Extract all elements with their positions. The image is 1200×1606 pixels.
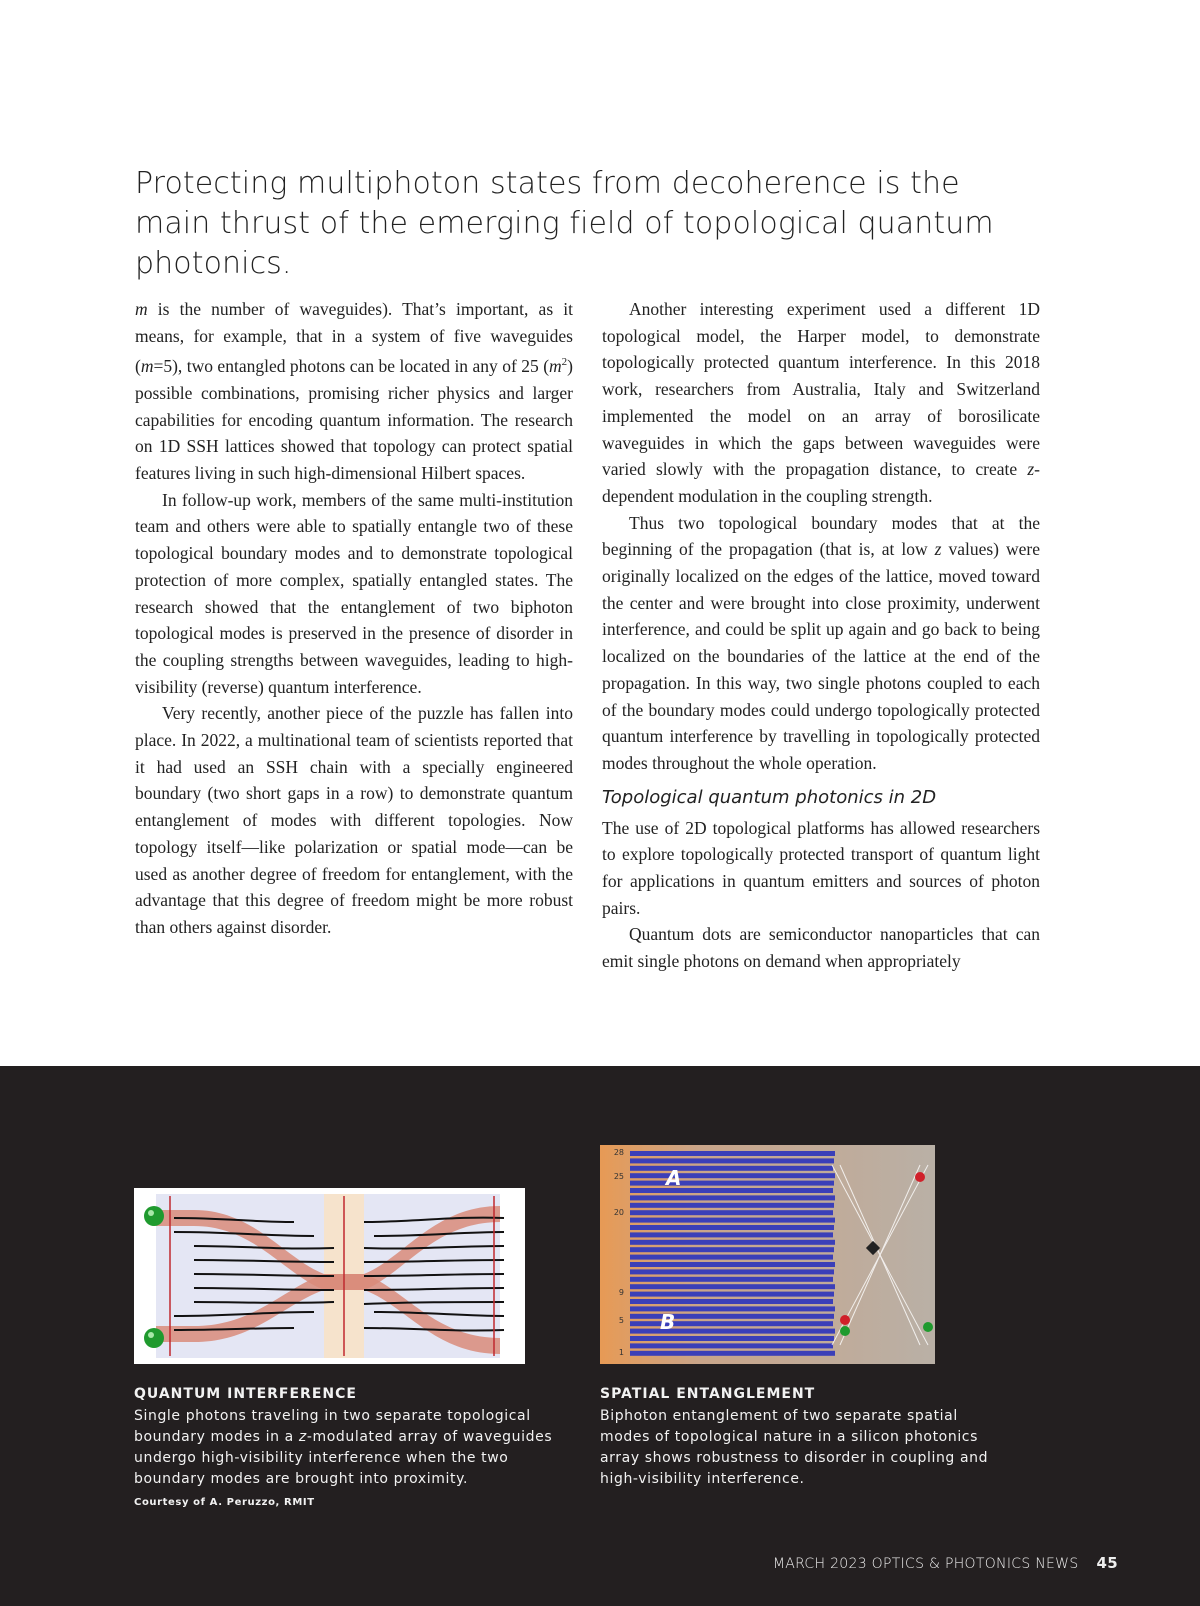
green-photon-icon [840, 1326, 850, 1336]
waveguide-index-label: 28 [613, 1148, 624, 1157]
math-variable: z [934, 539, 942, 560]
math-variable: z [298, 1429, 307, 1445]
page-footer [773, 1554, 1118, 1572]
quantum-interference-caption [134, 1384, 554, 1511]
mode-label-b: B [660, 1310, 676, 1334]
waveguide-stripe [630, 1262, 835, 1267]
biphoton-array-diagram [600, 1145, 935, 1364]
waveguide-stripe [630, 1240, 835, 1245]
green-photon-icon [923, 1322, 933, 1332]
photon-highlight-icon [148, 1210, 154, 1216]
waveguide-index-label: 9 [618, 1288, 624, 1297]
text-run: -modulated array of waveguides undergo high-visibility interference when the two boundary modes are brought into proximity. [134, 1429, 553, 1487]
waveguide-stripe [630, 1232, 833, 1237]
text-run: Single photons traveling in two separate topological boundary modes in a [134, 1408, 531, 1445]
caption-title: SPATIAL ENTANGLEMENT [600, 1386, 816, 1402]
waveguide-stripe [630, 1173, 835, 1178]
photon-highlight-icon [148, 1332, 154, 1338]
waveguide-stripe [630, 1247, 834, 1252]
waveguide-stripe [630, 1158, 834, 1163]
waveguide-index-label: 5 [618, 1316, 624, 1325]
math-variable: m [140, 356, 154, 377]
text-run: values) were originally localized on the edges of the lattice, moved toward the center and were brought into close proximity, underwent interference, and could be split up again and go back to being localized on the boundaries of the lattice at the end of the propagation. In this way, two single photons coupled to each of the boundary modes could undergo topologically protected quantum interference by travelling in topologically protected modes throughout the whole operation. [602, 539, 1040, 773]
photon-lower-icon [144, 1328, 164, 1348]
waveguide-stripe [630, 1284, 835, 1289]
caption-text: Biphoton entanglement of two separate spatial modes of topological nature in a silicon photonics array shows robustness to disorder in coupling and high-visibility interference. [600, 1408, 989, 1487]
publication-line: MARCH 2023 OPTICS & PHOTONICS NEWS [772, 1556, 1079, 1572]
right-paragraph-3: The use of 2D topological platforms has allowed researchers to explore topologically protected transport of quantum light for applications in quantum emitters and sources of photon pairs. [602, 817, 1040, 918]
quantum-interference-figure [134, 1188, 525, 1364]
text-run: is the number of waveguides). That’s important, as it means, for example, that in a system of five waveguides ( [135, 299, 573, 377]
waveguide-stripe [630, 1336, 834, 1341]
right-paragraph-2 [602, 510, 1040, 777]
waveguide-stripe [630, 1255, 833, 1260]
text-run: Thus two topological boundary modes that at the beginning of the propagation (that is, at low [602, 512, 1040, 560]
image-credit: Courtesy of A. Peruzzo, RMIT [134, 1497, 315, 1508]
text-run: ) possible combinations, promising richer physics and larger capabilities for encoding quantum information. The research on 1D SSH lattices showed that topology can protect spatial features living in such high-dimensional Hilbert spaces. [135, 356, 573, 484]
text-run: -dependent modulation in the coupling strength. [602, 459, 1040, 506]
superscript: 2 [561, 356, 568, 369]
waveguide-stripe [630, 1299, 833, 1304]
waveguide-stripe [630, 1181, 834, 1186]
right-column [602, 296, 1040, 975]
caption-title: QUANTUM INTERFERENCE [134, 1386, 357, 1402]
spatial-entanglement-caption [600, 1384, 1000, 1490]
waveguide-stripe [630, 1269, 834, 1274]
spatial-entanglement-figure [600, 1145, 935, 1364]
math-variable: m [549, 356, 562, 377]
waveguide-stripe [630, 1225, 834, 1230]
left-column [135, 296, 573, 941]
waveguide-interference-diagram [134, 1188, 525, 1364]
right-paragraph-1 [602, 296, 1040, 510]
text-run: Another interesting experiment used a different 1D topological model, the Harper model, to demonstrate topologically protected quantum interference. In this 2018 work, researchers from Australia, Italy and Switzerland implemented the model on an array of borosilicate waveguides in which the gaps between waveguides were varied slowly with the propagation distance, to create [602, 299, 1040, 480]
waveguide-stripe [630, 1195, 835, 1200]
pull-quote: Protecting multiphoton states from decoherence is the main thrust of the emerging field of topological quantum photonics. [135, 166, 994, 281]
waveguide-stripe [630, 1210, 833, 1215]
math-variable: m [135, 299, 148, 319]
text-run: =5), two entangled photons can be located in any of 25 ( [153, 356, 550, 377]
page-number: 45 [1096, 1554, 1118, 1572]
left-paragraph-3: Very recently, another piece of the puzzle has fallen into place. In 2022, a multinational team of scientists reported that it had used an SSH chain with a specially engineered boundary (two short gaps in a row) to demonstrate quantum entanglement of modes with different topologies. Now topology itself—like polarization or spatial mode—can be used as another degree of freedom for entanglement, with the advantage that this degree of freedom might be more robust than others against disorder. [135, 703, 573, 937]
mode-label-a: A [666, 1166, 682, 1190]
photon-upper-icon [144, 1206, 164, 1226]
waveguide-index-label: 25 [613, 1172, 624, 1181]
waveguide-stripe [630, 1166, 833, 1171]
math-variable: z [1027, 459, 1035, 480]
waveguide-stripe [630, 1277, 833, 1282]
left-paragraph-1 [135, 296, 573, 487]
waveguide-stripe [630, 1292, 834, 1297]
waveguide-stripe [630, 1351, 835, 1356]
caption-text [134, 1406, 554, 1490]
red-photon-icon [915, 1172, 925, 1182]
right-paragraph-4: Quantum dots are semiconductor nanoparticles that can emit single photons on demand when appropriately [602, 924, 1040, 972]
waveguide-stripe [630, 1203, 834, 1208]
waveguide-index-label: 20 [613, 1208, 624, 1217]
red-photon-icon [840, 1315, 850, 1325]
waveguide-stripe [630, 1218, 835, 1223]
left-paragraph-2: In follow-up work, members of the same multi-institution team and others were able to spatially entangle two of these topological boundary modes and to demonstrate topological protection of more complex, spatially entangled states. The research showed that the entanglement of two biphoton topological modes is preserved in the presence of disorder in the coupling strengths between waveguides, leading to high-visibility (reverse) quantum interference. [135, 489, 573, 697]
waveguide-stripe [630, 1151, 835, 1156]
waveguide-index-label: 1 [618, 1348, 624, 1357]
waveguide-stripe [630, 1343, 833, 1348]
section-subhead: Topological quantum photonics in 2D [602, 786, 937, 808]
waveguide-stripe [630, 1188, 833, 1193]
